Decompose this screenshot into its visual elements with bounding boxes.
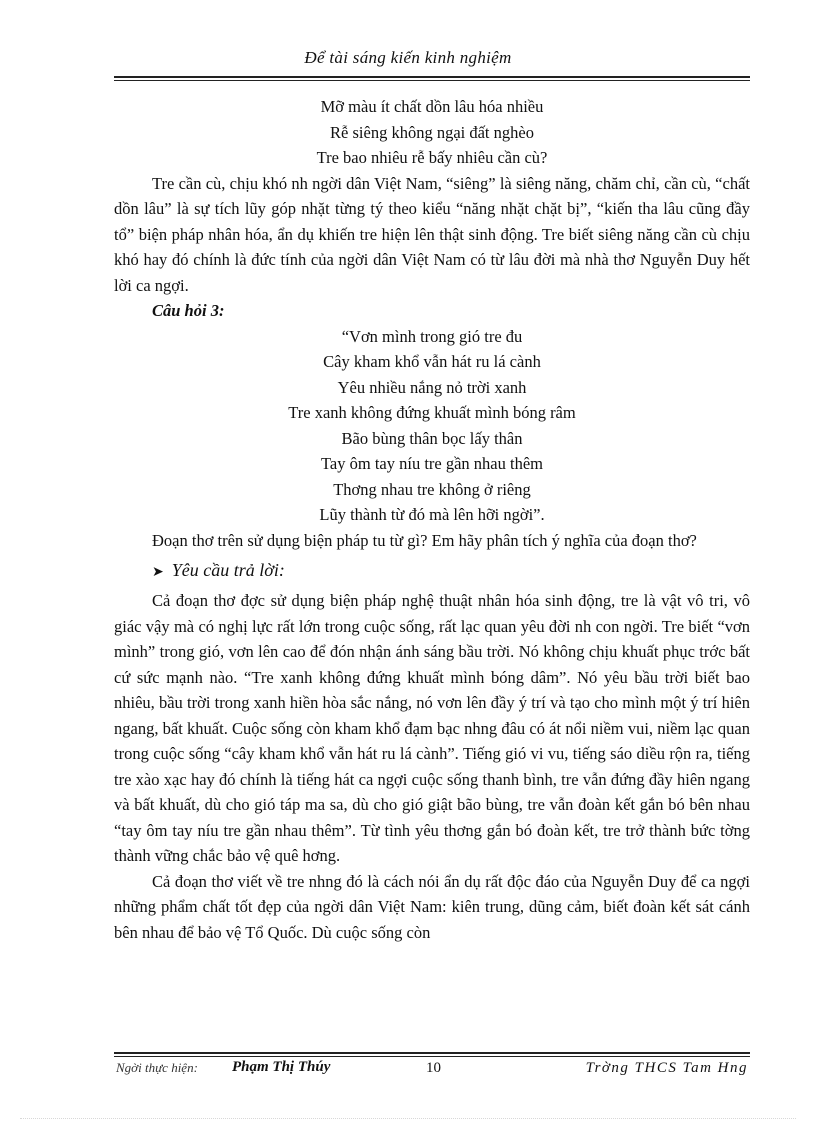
poem-stanza-1 [114, 94, 750, 171]
answer-heading-label: Yêu cầu trả lời: [171, 560, 285, 580]
verse-line: Lũy thành từ đó mà lên hỡi ngời”. [319, 505, 545, 524]
footer-author-label: Ngời thực hiện: [116, 1060, 198, 1075]
header-rule-thin [114, 80, 750, 81]
paragraph-analysis-1: Tre cần cù, chịu khó nh ngời dân Việt Nam, “siêng” là siêng năng, chăm chỉ, cần cù, “chất dồn lâu” là sự tích lũy góp nhặt từng tý theo kiểu “năng nhặt chặt bị”, “kiến tha lâu cũng đầy tổ” biện pháp nhân hóa, ẩn dụ khiến tre hiện lên thật sinh động. Tre biết siêng năng cần cù chịu khó hay đó chính là đức tính của ngời dân Việt Nam có từ lâu đời mà nhà thơ Nguyễn Duy hết lời ca ngợi. [114, 173, 750, 295]
answer-heading [152, 557, 750, 586]
verse-line: Tre xanh không đứng khuất mình bóng râm [288, 403, 576, 422]
verse-line: Cây kham khổ vẫn hát ru lá cành [323, 352, 541, 371]
verse-line: Mỡ màu ít chất dồn lâu hóa nhiều [320, 97, 544, 116]
poem-stanza-2 [114, 324, 750, 528]
page-bottom-dotted-border [20, 1118, 796, 1119]
answer-paragraph-1: Cả đoạn thơ đợc sử dụng biện pháp nghệ thuật nhân hóa sinh động, tre là vật vô tri, vô giác vậy mà có nghị lực rất lớn trong cuộc sống, rất lạc quan yêu đời nh con ngời. Tre biết “vơn mình” trong gió, vơn lên cao để đón nhận ánh sáng bầu trời. Nó không chịu khuất phục trớc bất cứ sức mạnh nào. “Tre xanh không đứng khuất mình bóng dâm”. Nó yêu bầu trời biết bao nhiêu, bầu trời trong xanh hiền hòa sắc nắng, nó vơn lên đầy ý trí và tạo cho mình một ý trí hiên ngang, bất khuất. Cuộc sống còn kham khổ đạm bạc nhng đâu có át nổi niềm vui, niềm lạc quan trong cuộc sống “cây kham khổ vẫn hát ru lá cành”. Tiếng gió vi vu, tiếng sáo diều rộn ra, tiếng tre xào xạc hay đó chính là tiếng hát ca ngợi cuộc sống thanh bình, tre vẫn đứng đầy hiên ngang và bất khuất, dù cho gió táp ma sa, dù cho gió giật bão bùng, tre vẫn đoàn kết gắn bó bên nhau “tay ôm tay níu tre gần nhau thêm”. Từ tình yêu thơng gắn bó đoàn kết, tre trở thành bức tờng thành vững chắc bảo vệ quê hơng. [114, 591, 750, 865]
header-rule [114, 76, 750, 78]
question-label: Câu hỏi 3: [152, 301, 225, 320]
footer-school: Trờng THCS Tam Hng [585, 1060, 748, 1076]
verse-line: Bão bùng thân bọc lấy thân [341, 428, 523, 448]
verse-line: “Vơn mình trong gió tre đu [341, 326, 523, 346]
footer-rule [114, 1052, 750, 1054]
footer-rule-thin [114, 1056, 750, 1057]
page-header-title: Để tài sáng kiến kinh nghiệm [304, 48, 512, 67]
footer-author-name: Phạm Thị Thúy [232, 1059, 331, 1075]
question-text: Đoạn thơ trên sử dụng biện pháp tu từ gì? Em hãy phân tích ý nghĩa của đoạn thơ? [152, 530, 697, 550]
verse-line: Rễ siêng không ngại đất nghèo [330, 122, 534, 142]
verse-line: Tre bao nhiêu rễ bấy nhiêu cần cù? [316, 148, 548, 167]
verse-line: Yêu nhiều nắng nỏ trời xanh [337, 377, 527, 397]
page-footer [114, 1060, 750, 1084]
answer-paragraph-2: Cả đoạn thơ viết về tre nhng đó là cách nói ẩn dụ rất độc đáo của Nguyễn Duy để ca ngợi những phẩm chất tốt đẹp của ngời dân Việt Nam: kiên trung, dũng cảm, biết đoàn kết sát cánh bên nhau để bảo vệ Tổ Quốc. Dù cuộc sống còn [114, 871, 750, 942]
verse-line: Tay ôm tay níu tre gần nhau thêm [321, 454, 543, 473]
verse-line: Thơng nhau tre không ở riêng [333, 479, 531, 499]
page-number: 10 [426, 1060, 441, 1076]
arrow-bullet-icon: ➤ [152, 565, 164, 580]
document-body [114, 94, 750, 945]
